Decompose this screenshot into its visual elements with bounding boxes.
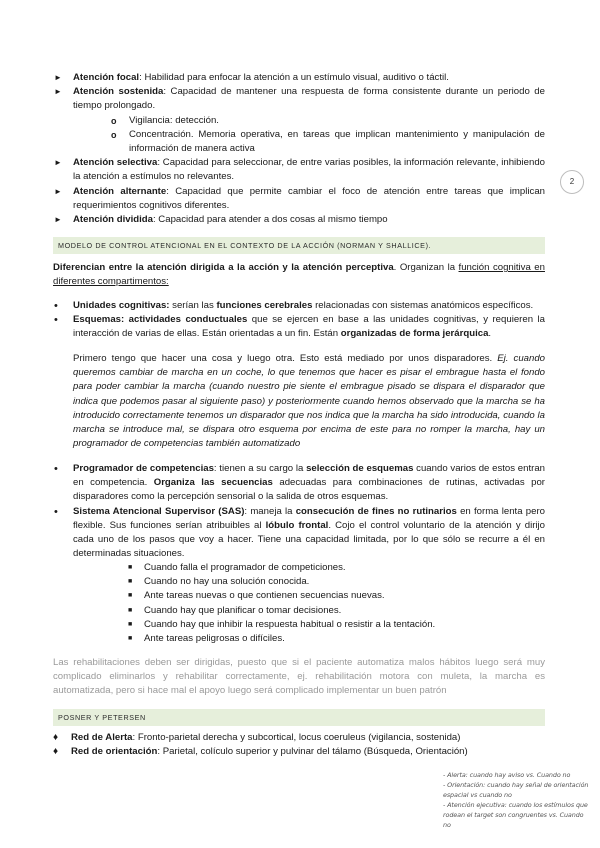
dot-bullet-icon: • bbox=[54, 314, 58, 327]
list-item: ► Atención sostenida: Capacidad de mantener una respuesta de forma consistente durante un periodo de tiempo prolongado. o Vigilancia: detección. o Concentración. Memoria operativa, en tareas que implican mantenimiento y manipulación de información de manera activa bbox=[53, 85, 545, 156]
rehabilitation-note: Las rehabilitaciones deben ser dirigidas, puesto que si el paciente automatiza malos hábitos luego será muy complicado eliminarlos y rehabilitar correctamente, ej. rehabilitación motora con muleta, la marcha es automatizada, pero si hace mal el apoyo luego será complicado implementar un buen patrón bbox=[53, 657, 545, 697]
section1-intro: Diferencian entre la atención dirigida a la acción y la atención perceptiva. Organizan la función cognitiva en diferentes compartimentos: bbox=[53, 262, 545, 288]
square-bullet-icon: ■ bbox=[128, 620, 133, 628]
dot-bullet-icon: • bbox=[54, 463, 58, 475]
list-item: • Sistema Atencional Supervisor (SAS): maneja la consecución de fines no rutinarios en forma lenta pero flexible. Sus funciones serían atribuibles al lóbulo frontal. Cojo el control voluntario de la atención y dirijo cada uno de los pasos que voy a hacer. Tiene una capacidad limitada, por lo que sólo se recurre a él en determinadas situaciones. bbox=[54, 505, 545, 560]
list-item: ■ Cuando falla el programador de competiciones. bbox=[128, 561, 545, 575]
units-schemes-list bbox=[53, 299, 545, 342]
list-item: ♦ Red de orientación: Parietal, colículo superior y pulvinar del tálamo (Búsqueda, Orientación) bbox=[53, 745, 545, 759]
list-item: ► Atención dividida: Capacidad para atender a dos cosas al mismo tiempo bbox=[53, 213, 545, 227]
sustained-subitems bbox=[73, 114, 545, 157]
list-item: ■ Cuando hay que planificar o tomar decisiones. bbox=[128, 604, 545, 618]
triangle-bullet-icon: ► bbox=[54, 73, 62, 82]
triangle-bullet-icon: ► bbox=[54, 186, 62, 196]
diamond-bullet-icon: ♦ bbox=[53, 732, 59, 743]
list-item: ♦ Red de Alerta: Fronto-parietal derecha y subcortical, locus coeruleus (vigilancia, sostenida) bbox=[53, 731, 545, 745]
handwritten-note: - Alerta: cuando hay aviso vs. Cuando no bbox=[443, 771, 571, 779]
diamond-bullet-icon: ♦ bbox=[53, 746, 59, 758]
attention-networks-list bbox=[53, 731, 545, 759]
list-item: • Unidades cognitivas: serían las funciones cerebrales relacionadas con sistemas anatómicos específicos. bbox=[54, 300, 534, 312]
list-item: ► Atención focal: Habilidad para enfocar la atención a un estímulo visual, auditivo o táctil. bbox=[53, 71, 545, 85]
list-item: • Esquemas: actividades conductuales que se ejercen en base a las unidades cognitivas, y requieren la interacción de varias de ellas. Están orientadas a un fin. Están organizadas de forma jerárquica. bbox=[54, 314, 545, 340]
list-item: ■ Ante tareas peligrosas o difíciles. bbox=[128, 632, 545, 646]
list-item: ■ Cuando hay que inhibir la respuesta habitual o resistir a la tentación. bbox=[128, 618, 545, 632]
list-item: ► Atención alternante: Capacidad que permite cambiar el foco de atención entre tareas que implican requerimientos cognitivos diferentes. bbox=[54, 185, 545, 211]
handwritten-note: - Orientación: cuando hay señal de orientación espacial vs cuando no bbox=[443, 781, 589, 799]
list-item: • Programador de competencias: tienen a su cargo la selección de esquemas cuando varios de estos entran en competencia. Organiza las secuencias adecuadas para combinaciones de rutinas, activadas por disparadores como la percepción sensorial o la salida de otros esquemas. bbox=[54, 463, 546, 503]
dot-bullet-icon: • bbox=[54, 300, 58, 312]
circle-bullet-icon: o bbox=[111, 129, 117, 140]
attention-types-list bbox=[53, 71, 545, 227]
sas-situations-list bbox=[53, 561, 545, 646]
square-bullet-icon: ■ bbox=[128, 635, 133, 643]
triangle-bullet-icon: ► bbox=[54, 87, 62, 97]
list-item: o Vigilancia: detección. bbox=[111, 114, 545, 128]
square-bullet-icon: ■ bbox=[128, 606, 133, 614]
handwritten-notes bbox=[443, 770, 593, 830]
programmer-sas-list bbox=[53, 462, 545, 561]
list-item: ► Atención selectiva: Capacidad para seleccionar, de entre varias posibles, la información relevante, inhibiendo la atención a estímulos no relevantes. bbox=[54, 157, 545, 183]
list-item: ■ Cuando no hay una solución conocida. bbox=[128, 575, 545, 589]
section-banner-norman-shallice: MODELO DE CONTROL ATENCIONAL EN EL CONTEXTO DE LA ACCIÓN (NORMAN Y SHALLICE). bbox=[53, 237, 545, 254]
triangle-bullet-icon: ► bbox=[54, 158, 62, 168]
square-bullet-icon: ■ bbox=[128, 564, 133, 571]
dot-bullet-icon: • bbox=[54, 505, 58, 518]
handwritten-note: - Atención ejecutiva: cuando los estímulos que rodean el target son congruentes vs. Cuando no bbox=[443, 801, 588, 829]
example-paragraph: Primero tengo que hacer una cosa y luego otra. Esto está mediado por unos disparadores. Ej. cuando queremos cambiar de marcha en un coche, lo que tenemos que hacer es pisar el embrague hasta el fondo para poder cambiar la marcha (cuando nuestro pie siente el embrague pisado se dispara el disparador que indica que podemos pasar al siguiente paso) y posteriormente cuando hemos observado que la marcha se ha introducido correctamente tenemos un disparador que nos indica que la marcha ha sido introducida, cuando la marcha se introduce mal, se dispara otro esquema por encima de este para no romper la marcha, hay un programador de competencias también automatizado bbox=[73, 353, 546, 450]
section-banner-posner-petersen: POSNER Y PETERSEN bbox=[53, 709, 545, 726]
list-item: ■ Ante tareas nuevas o que contienen secuencias nuevas. bbox=[128, 589, 545, 603]
triangle-bullet-icon: ► bbox=[54, 215, 62, 225]
page-number-badge: 2 bbox=[560, 170, 584, 194]
square-bullet-icon: ■ bbox=[128, 592, 133, 600]
square-bullet-icon: ■ bbox=[128, 578, 133, 586]
circle-bullet-icon: o bbox=[111, 115, 117, 126]
list-item: o Concentración. Memoria operativa, en tareas que implican mantenimiento y manipulación de información de manera activa bbox=[111, 128, 545, 155]
